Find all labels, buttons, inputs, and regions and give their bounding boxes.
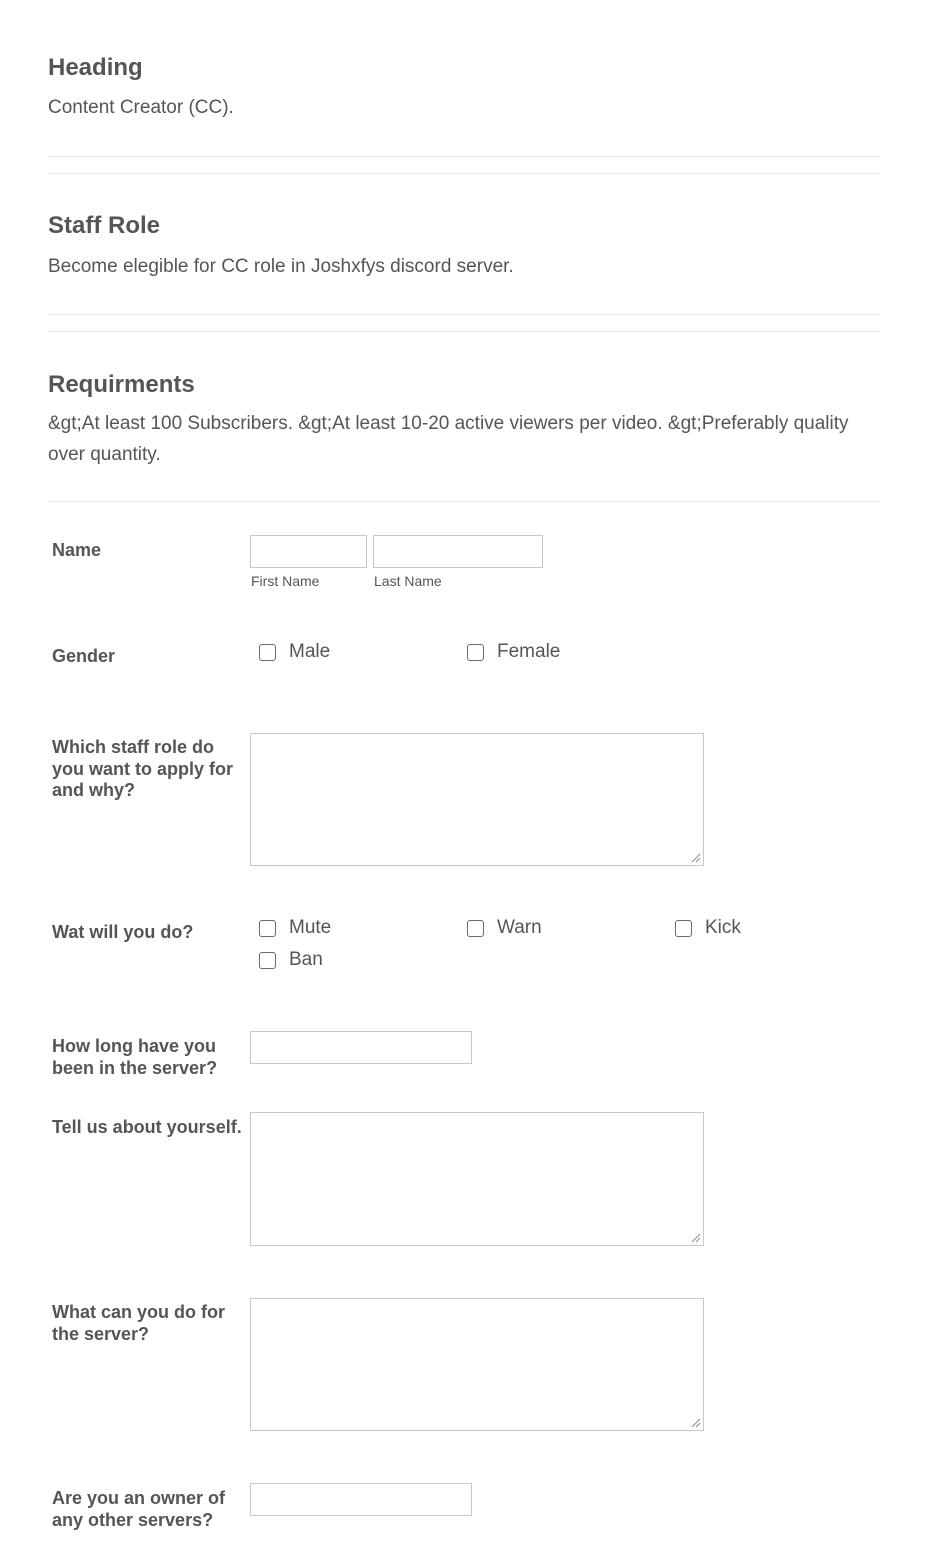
section-title-heading: Heading: [48, 54, 143, 81]
last-name-input[interactable]: [373, 535, 543, 568]
contribution-label: What can you do for the server?: [52, 1302, 225, 1344]
duration-input[interactable]: [250, 1031, 472, 1064]
owner-input[interactable]: [250, 1483, 472, 1516]
about-label: Tell us about yourself.: [52, 1117, 242, 1137]
checkbox-unchecked-icon[interactable]: [259, 644, 276, 661]
section-title-requirements: Requirments: [48, 371, 195, 398]
name-label: Name: [52, 540, 102, 560]
heading-section: [48, 54, 880, 123]
action-option-label: Warn: [497, 917, 542, 938]
duration-label: How long have you been in the server?: [52, 1036, 218, 1078]
action-option-kick[interactable]: [675, 917, 741, 939]
first-name-input[interactable]: [250, 535, 367, 568]
section-text-staff-role: Become elegible for CC role in Joshxfys discord server.: [48, 256, 514, 277]
about-textarea[interactable]: [250, 1112, 704, 1246]
checkbox-unchecked-icon[interactable]: [259, 920, 276, 937]
divider: [48, 314, 880, 315]
staff-role-section: [48, 212, 880, 282]
gender-option-label: Male: [289, 641, 331, 662]
gender-label: Gender: [52, 646, 116, 666]
section-text-requirements: &gt;At least 100 Subscribers. &gt;At least 10-20 active viewers per video. &gt;Preferably quality over quantity.: [48, 413, 849, 465]
staff-role-textarea[interactable]: [250, 733, 704, 866]
action-option-label: Mute: [289, 917, 332, 938]
checkbox-unchecked-icon[interactable]: [467, 920, 484, 937]
actions-label: Wat will you do?: [52, 922, 194, 942]
resize-grip-icon[interactable]: [690, 1232, 701, 1243]
action-option-label: Ban: [289, 949, 323, 970]
divider: [48, 173, 880, 174]
section-text-heading: Content Creator (CC).: [48, 97, 234, 118]
divider: [48, 331, 880, 332]
owner-label: Are you an owner of any other servers?: [52, 1488, 226, 1530]
gender-option-label: Female: [497, 641, 561, 662]
action-option-warn[interactable]: [467, 917, 542, 939]
contribution-textarea[interactable]: [250, 1298, 704, 1431]
gender-option-male[interactable]: [259, 641, 330, 663]
section-title-staff-role: Staff Role: [48, 212, 161, 239]
action-option-label: Kick: [705, 917, 741, 938]
first-name-sublabel: First Name: [251, 573, 320, 589]
resize-grip-icon[interactable]: [690, 852, 701, 863]
action-option-ban[interactable]: [259, 949, 323, 971]
divider: [48, 501, 880, 502]
action-option-mute[interactable]: [259, 917, 331, 939]
checkbox-unchecked-icon[interactable]: [259, 952, 276, 969]
resize-grip-icon[interactable]: [690, 1417, 701, 1428]
requirements-section: [48, 371, 880, 470]
checkbox-unchecked-icon[interactable]: [675, 920, 692, 937]
staff-role-question-label: Which staff role do you want to apply for and why?: [52, 737, 234, 800]
last-name-sublabel: Last Name: [374, 573, 442, 589]
divider: [48, 156, 880, 157]
checkbox-unchecked-icon[interactable]: [467, 644, 484, 661]
gender-option-female[interactable]: [467, 641, 560, 663]
